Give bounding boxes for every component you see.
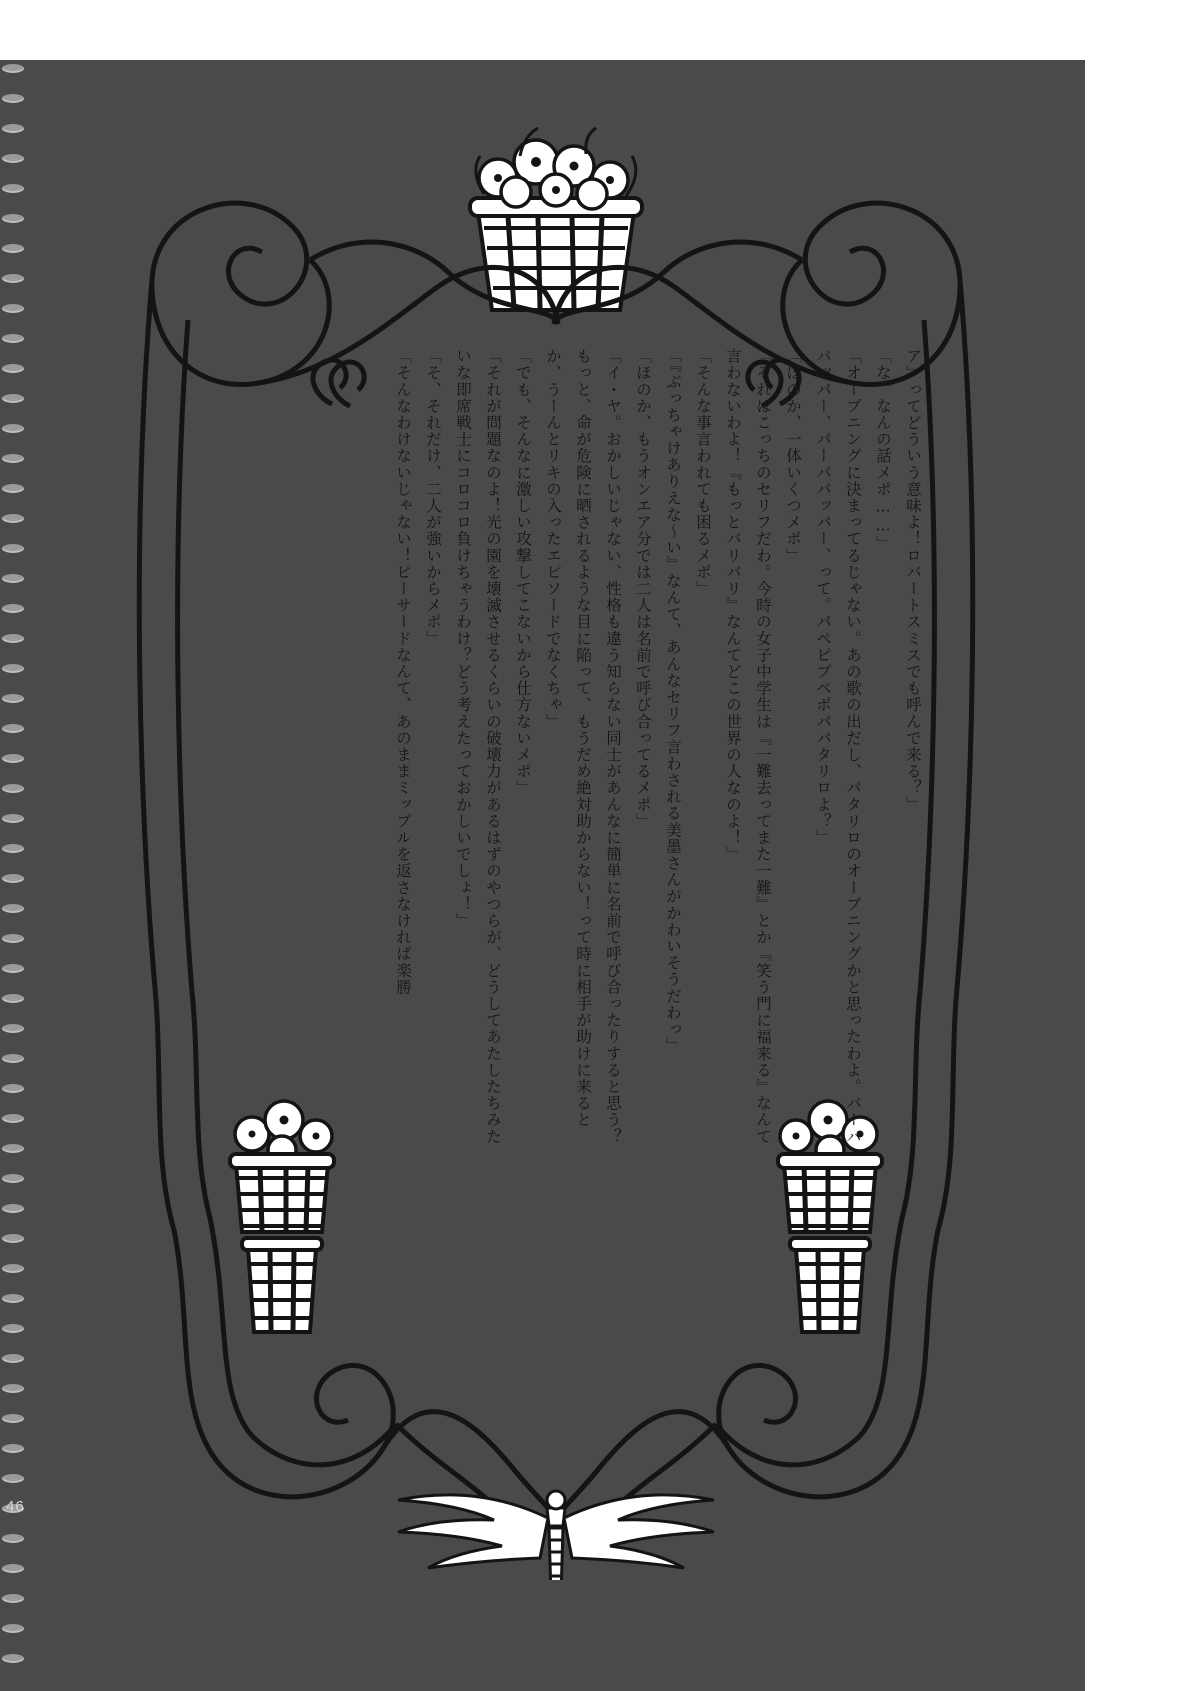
winged-ornament-bottom-icon bbox=[398, 1491, 714, 1580]
binding-coil bbox=[2, 1474, 24, 1483]
text-line: 「そんな事言われても困るメポ」 bbox=[694, 348, 712, 597]
text-line: 「『ぶっちゃけありえな〜い』なんて、あんなセリフ言わされる美墨さんがかわいそうだわっ」 bbox=[664, 348, 682, 1055]
binding-coil bbox=[2, 1024, 24, 1033]
binding-coil bbox=[2, 244, 24, 253]
binding-coil bbox=[2, 1354, 24, 1363]
paper-area bbox=[96, 120, 1016, 1580]
binding-coil bbox=[2, 1324, 24, 1333]
binding-coil bbox=[2, 1564, 24, 1573]
binding-coil bbox=[2, 1294, 24, 1303]
text-line: 「そ、それだけ、二人が強いからメポ」 bbox=[424, 348, 442, 647]
binding-coil bbox=[2, 1174, 24, 1183]
text-line: 「な、なんの話メポ……」 bbox=[874, 348, 892, 553]
binding-coil bbox=[2, 1264, 24, 1273]
binding-coil bbox=[2, 304, 24, 313]
binding-coil bbox=[2, 964, 24, 973]
text-line: 「ほのか、もうオンエア分では二人は名前で呼び合ってるメポ」 bbox=[634, 348, 652, 830]
binding-coil bbox=[2, 604, 24, 613]
binding-coil bbox=[2, 694, 24, 703]
binding-coil bbox=[2, 874, 24, 883]
binding-coil bbox=[2, 1624, 24, 1633]
binding-coil bbox=[2, 724, 24, 733]
text-line: ア」ってどういう意味よ！ロバートスミスでも呼んで来る？」 bbox=[904, 348, 922, 813]
binding-coil bbox=[2, 994, 24, 1003]
text-line: 「オープニングに決まってるじゃない。あの歌の出だし、パタリロのオープニングかと思ったわよ。パーパパッパー、パーパパッパー、って。パペピプペポパパタリロよ？」 bbox=[814, 348, 862, 1145]
binding-coil bbox=[2, 334, 24, 343]
binding-coil bbox=[2, 574, 24, 583]
scan-bed-right-margin bbox=[1085, 0, 1200, 1691]
binding-coil bbox=[2, 844, 24, 853]
binding-coil bbox=[2, 64, 24, 73]
binding-coil bbox=[2, 274, 24, 283]
binding-coil bbox=[2, 1144, 24, 1153]
binding-coil bbox=[2, 934, 24, 943]
binding-coil bbox=[2, 424, 24, 433]
binding-coil bbox=[2, 394, 24, 403]
binding-coil bbox=[2, 1084, 24, 1093]
text-line: 「そんなわけないじゃない！ピーサードなんて、あのままミップルを返さなければ楽勝 bbox=[394, 348, 412, 996]
text-line: 「でも、そんなに激しい攻撃してこないから仕方ないメポ」 bbox=[514, 348, 532, 797]
binding-coil bbox=[2, 364, 24, 373]
spiral-binding bbox=[0, 60, 26, 1691]
binding-coil bbox=[2, 1654, 24, 1663]
text-line: 「それが問題なのよ！光の園を壊滅させるくらいの破壊力があるはずのやつらが、どうしてあたしたちみたいな即席戦士にコロコロ負けちゃうわけ？どう考えたっておかしいでしょ！」 bbox=[454, 348, 502, 1145]
binding-coil bbox=[2, 754, 24, 763]
binding-coil bbox=[2, 1594, 24, 1603]
binding-coil bbox=[2, 1054, 24, 1063]
binding-coil bbox=[2, 214, 24, 223]
binding-coil bbox=[2, 184, 24, 193]
binding-coil bbox=[2, 904, 24, 913]
binding-coil bbox=[2, 454, 24, 463]
binding-coil bbox=[2, 1384, 24, 1393]
binding-coil bbox=[2, 634, 24, 643]
text-line: 「それはこっちのセリフだわ。今時の女子中学生は『一難去ってまた一難』とか『笑う門に福来る』なんて言わないわよ！『もっとバリバリ』なんてどこの世界の人なのよ！」 bbox=[724, 348, 772, 1145]
binding-coil bbox=[2, 544, 24, 553]
binding-coil bbox=[2, 514, 24, 523]
text-line: 「ほのか、一体いくつメポ」 bbox=[784, 348, 802, 564]
page-number: 46 bbox=[6, 1498, 25, 1515]
body-text bbox=[318, 348, 928, 1158]
binding-coil bbox=[2, 124, 24, 133]
binding-coil bbox=[2, 814, 24, 823]
binding-coil bbox=[2, 484, 24, 493]
binding-coil bbox=[2, 1114, 24, 1123]
binding-coil bbox=[2, 784, 24, 793]
binding-coil bbox=[2, 1204, 24, 1213]
binding-coil bbox=[2, 1534, 24, 1543]
scan-bed-top-margin bbox=[0, 0, 1200, 60]
binding-coil bbox=[2, 1444, 24, 1453]
flower-basket-top-icon bbox=[470, 128, 642, 310]
binding-coil bbox=[2, 1414, 24, 1423]
text-line: 「イ・ヤ。おかしいじゃない、性格も違う知らない同士があんなに簡単に名前で呼び合ったりすると思う？もっと、命が危険に晒されるような目に陥って、もうだめ絶対助からない！って時に相手が助けに来るとか、うーんとリキの入ったエピソードでなくちゃ」 bbox=[544, 348, 622, 1145]
binding-coil bbox=[2, 154, 24, 163]
binding-coil bbox=[2, 664, 24, 673]
binding-coil bbox=[2, 94, 24, 103]
binding-coil bbox=[2, 1234, 24, 1243]
